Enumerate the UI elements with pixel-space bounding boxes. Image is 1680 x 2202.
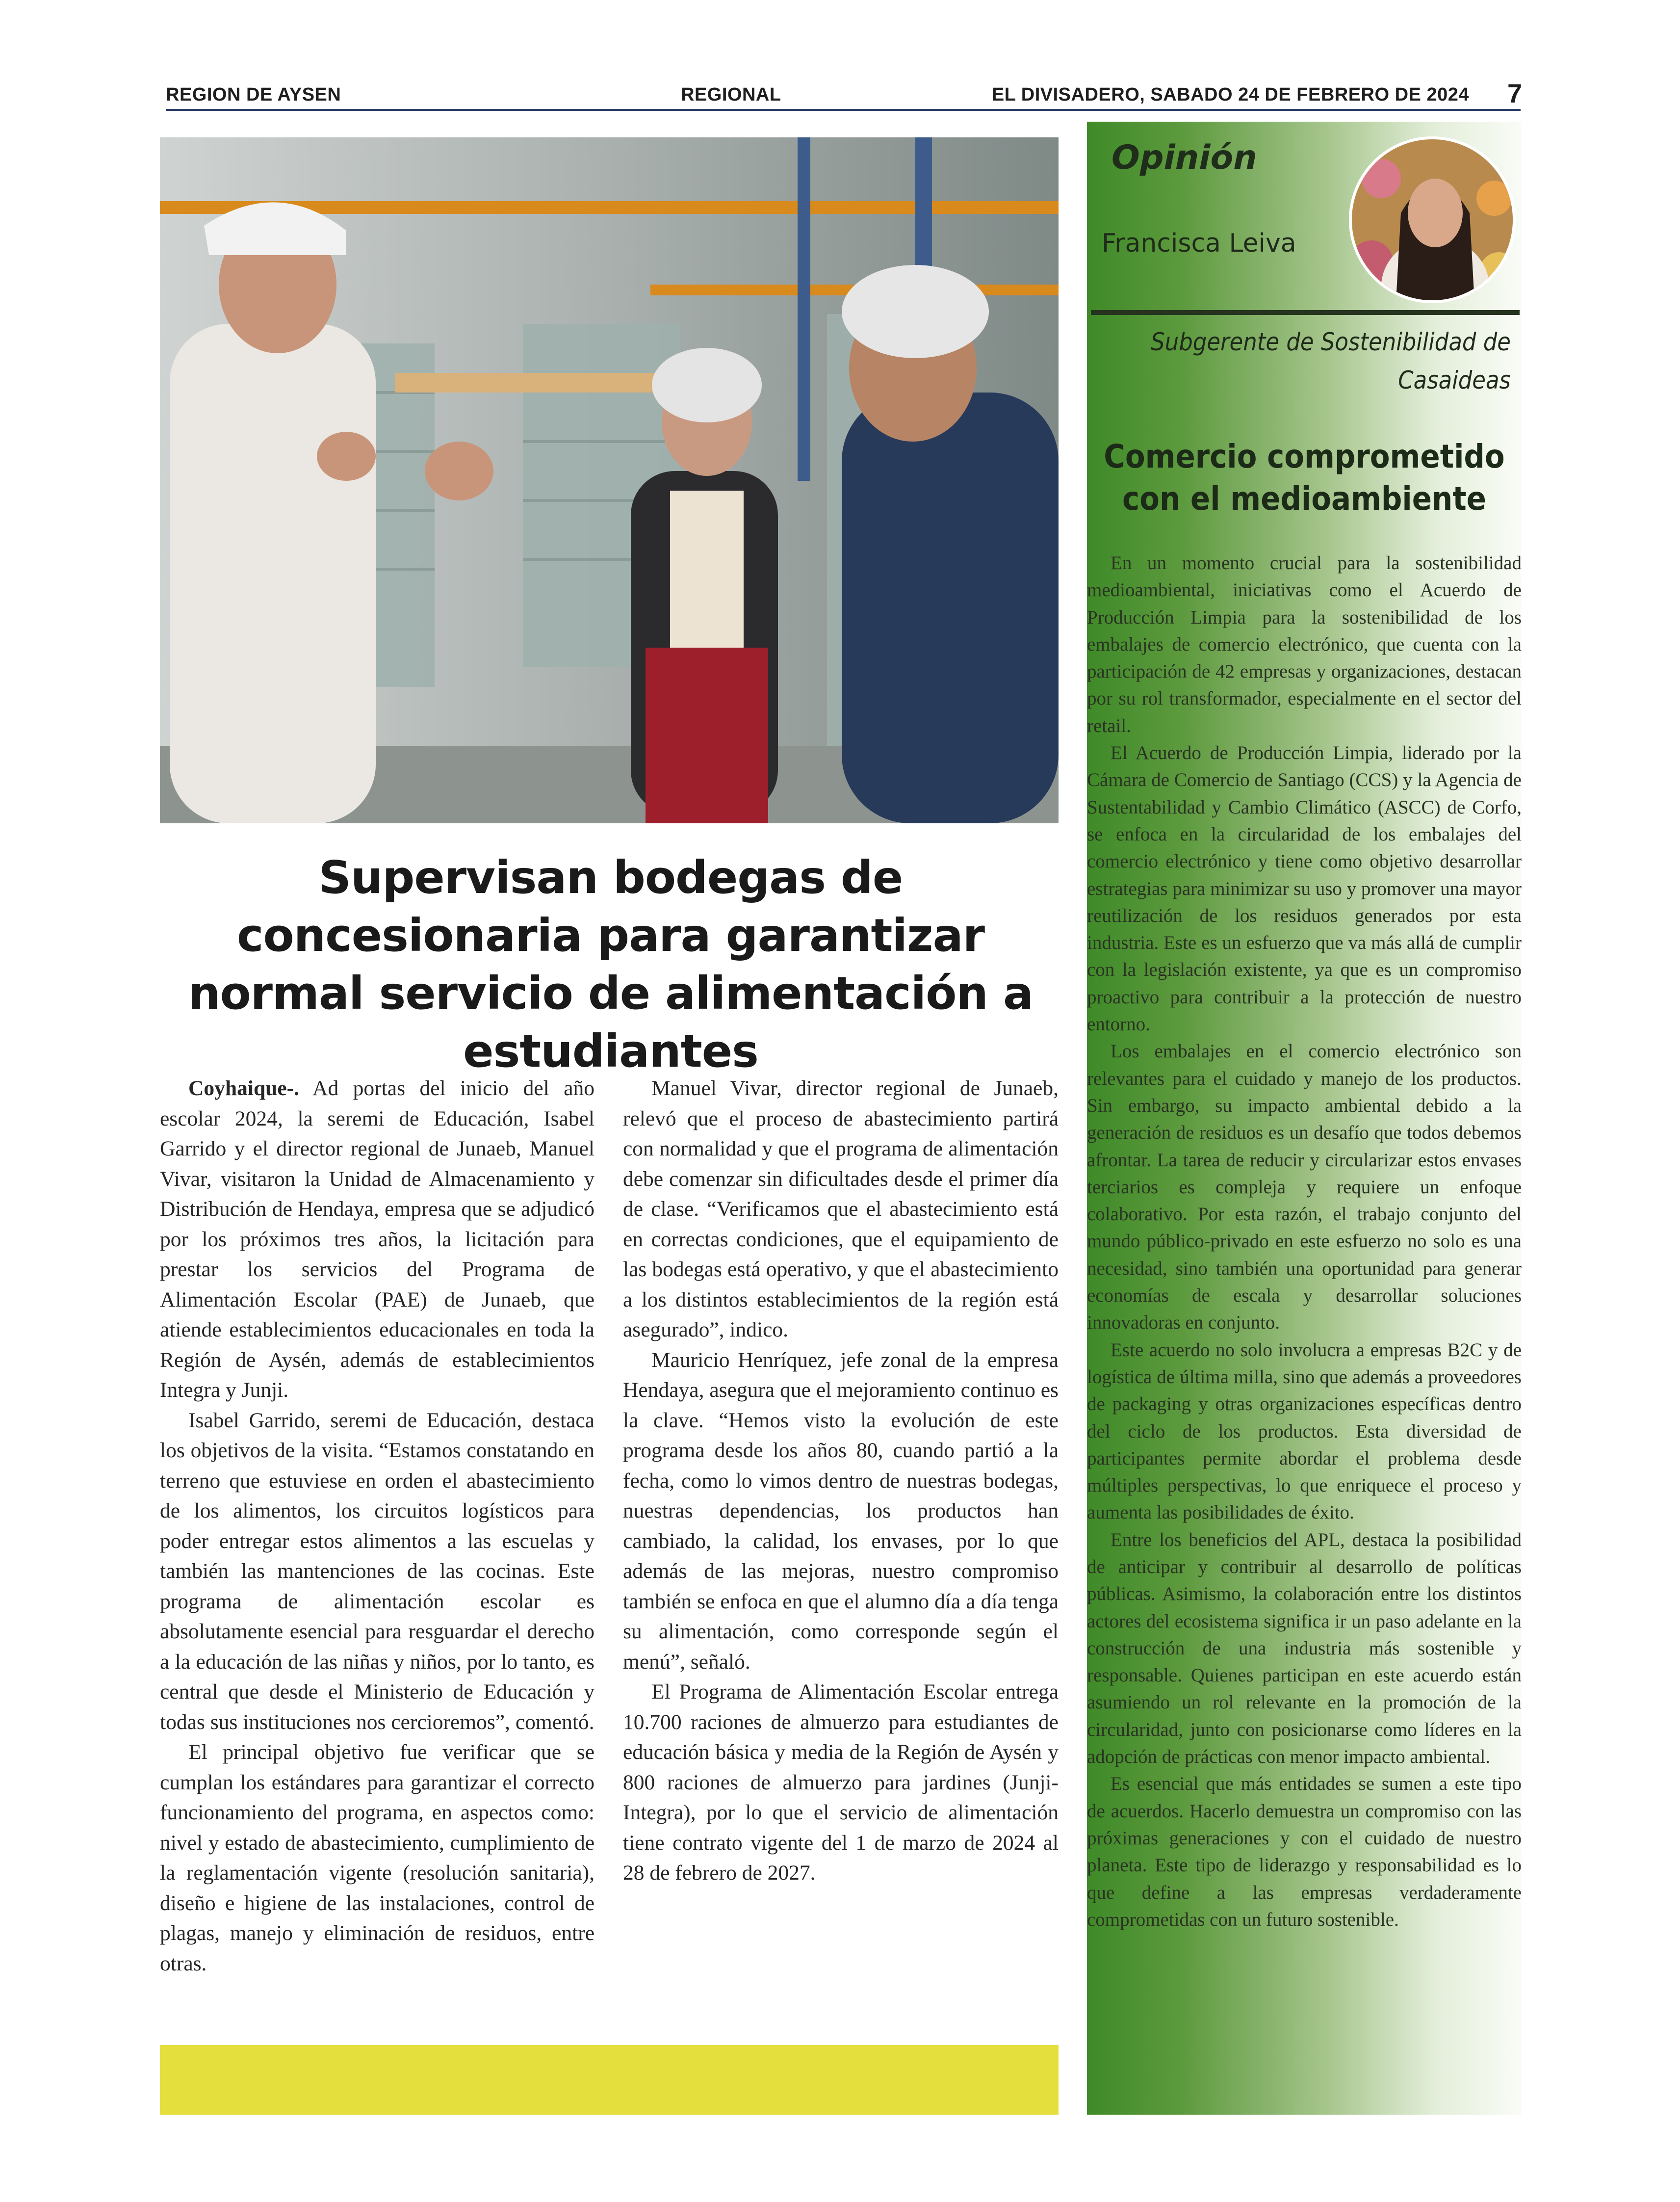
- section-name: REGIONAL: [681, 84, 781, 105]
- opinion-paragraph: Es esencial que más entidades se sumen a este tipo de acuerdos. Hacerlo demuestra un compromiso con las próximas generaciones y con el cuidado de nuestro planeta. Este tipo de liderazgo y responsabilidad es lo que define a las empresas verdaderamente comprometidas con un futuro sostenible.: [1087, 1773, 1522, 1930]
- article-headline: Supervisan bodegas de concesionaria para garantizar normal servicio de alimentación a estudiantes: [188, 851, 1034, 1077]
- opinion-paragraph: El Acuerdo de Producción Limpia, liderado por la Cámara de Comercio de Santiago (CCS) y la Agencia de Sustentabilidad y Cambio Climático (ASCC) de Corfo, se enfoca en la circularidad de los embalajes del comercio electrónico y tiene como objetivo desarrollar estrategias para minimizar su uso y promover una mayor reutilización de los residuos generados por esta industria. Este es un esfuerzo que va más allá de cumplir con la legislación existente, ya que es un compromiso proactivo para contribuir a la protección de nuestro entorno.: [1087, 742, 1522, 1035]
- ad-space-bar: [160, 2045, 1059, 2115]
- header-rule: [166, 109, 1521, 111]
- page-number: 7: [1507, 79, 1522, 108]
- article-paragraph: Mauricio Henríquez, jefe zonal de la empresa Hendaya, asegura que el mejoramiento continuo es la clave. “Hemos visto la evolución de este programa desde los años 80, cuando partió a la fecha, como lo vimos dentro de nuestras bodegas, nuestras dependencias, los productos han cambiado, la calidad, los envases, por lo que además de las mejoras, nuestro compromiso también se enfoca en que el alumno día a día tenga su alimentación, como corresponde según el menú”, señaló.: [623, 1348, 1059, 1674]
- article-column-1: [160, 1074, 594, 1979]
- opinion-paragraph: Este acuerdo no solo involucra a empresas B2C y de logística de última milla, sino que además a proveedores de packaging y otras organizaciones específicas dentro del ciclo de los productos. Esta diversidad de participantes permite abordar el problema desde múltiples perspectivas, lo que enriquece el proceso y aumenta las posibilidades de éxito.: [1087, 1339, 1522, 1523]
- opinion-paragraph: En un momento crucial para la sostenibilidad medioambiental, iniciativas como el Acuerdo de Producción Limpia para la sostenibilidad de los embalajes de comercio electrónico, que cuenta con la participación de 42 empresas y organizaciones, destacan por su rol transformador, especialmente en el sector del retail.: [1087, 552, 1522, 736]
- author-role: Subgerente de Sostenibilidad de Casaideas: [1151, 328, 1511, 394]
- section-region: REGION DE AYSEN: [166, 84, 341, 105]
- article-paragraph: Isabel Garrido, seremi de Educación, destaca los objetivos de la visita. “Estamos constatando en terreno que estuviese en orden el abastecimiento de los alimentos, los circuitos logísticos para poder entregar estos alimentos a las escuelas y también las mantenciones de las cocinas. Este programa de alimentación escolar es absolutamente esencial para resguardar el derecho a la educación de las niñas y niños, por lo tanto, es central que desde el Ministerio de Educación y todas sus instituciones nos cercioremos”, comentó.: [160, 1408, 594, 1734]
- opinion-author: Francisca Leiva: [1102, 229, 1296, 258]
- opinion-paragraph: Entre los beneficios del APL, destaca la posibilidad de anticipar y contribuir al desarrollo de políticas públicas. Asimismo, la colaboración entre los distintos actores del ecosistema significa ir un paso adelante en la construcción de una industria más sostenible y responsable. Quienes participan en este acuerdo están asumiendo un rol relevante en la promoción de la circularidad, junto con posicionarse como líderes en la adopción de prácticas con menor impacto ambiental.: [1087, 1529, 1522, 1768]
- opinion-rule: [1091, 310, 1520, 315]
- article-paragraph: El principal objetivo fue verificar que se cumplan los estándares para garantizar el correcto funcionamiento del programa, en aspectos como: nivel y estado de abastecimiento, cumplimiento de la reglamentación vigente (resolución sanitaria), diseño e higiene de las instalaciones, control de plagas, manejo y eliminación de residuos, entre otras.: [160, 1740, 594, 1975]
- dateline: Coyhaique-.: [188, 1076, 299, 1100]
- article-column-2: [623, 1074, 1059, 1888]
- opinion-body: [1087, 550, 1522, 1933]
- edition-date: EL DIVISADERO, SABADO 24 DE FEBRERO DE 2024: [991, 84, 1469, 105]
- opinion-box: [1087, 122, 1522, 2115]
- opinion-paragraph: Los embalajes en el comercio electrónico son relevantes para el cuidado y manejo de los productos. Sin embargo, su impacto ambiental debido a la generación de residuos es un desafío que todos debemos afrontar. La tarea de reducir y circularizar estos envases terciarios es compleja y requiere un enfoque colaborativo. Por esta razón, el trabajo conjunto del mundo público-privado en este esfuerzo no solo es una necesidad, sino también una oportunidad para generar economías de escala y desarrollar soluciones innovadoras en conjunto.: [1087, 1041, 1522, 1334]
- article-paragraph: El Programa de Alimentación Escolar entrega 10.700 raciones de almuerzo para estudiantes de educación básica y media de la Región de Aysén y 800 raciones de almuerzo para jardines (Junji-Integra), por lo que el servicio de alimentación tiene contrato vigente del 1 de marzo de 2024 al 28 de febrero de 2027.: [623, 1680, 1059, 1885]
- opinion-label: Opinión: [1111, 138, 1257, 177]
- opinion-title: Comercio comprometido con el medioambiente: [1104, 438, 1505, 518]
- author-portrait: [1349, 136, 1516, 303]
- article-paragraph: Coyhaique-. Ad portas del inicio del año escolar 2024, la seremi de Educación, Isabel Garrido y el director regional de Junaeb, Manuel Vivar, visitaron la Unidad de Almacenamiento y Distribución de Hendaya, empresa que se adjudicó por los próximos tres años, la licitación para prestar los servicios del Programa de Alimentación Escolar (PAE) de Junaeb, que atiende establecimientos educacionales en toda la Región de Aysén, además de establecimientos Integra y Junji.: [160, 1076, 594, 1402]
- article-paragraph: Manuel Vivar, director regional de Junaeb, relevó que el proceso de abastecimiento partirá con normalidad y que el programa de alimentación debe comenzar sin dificultades desde el primer día de clase. “Verificamos que el abastecimiento está en correctas condiciones, que el equipamiento de las bodegas está operativo, y que el abastecimiento a los distintos establecimientos de la región está asegurado”, indico.: [623, 1076, 1059, 1341]
- article-photo: [160, 137, 1059, 823]
